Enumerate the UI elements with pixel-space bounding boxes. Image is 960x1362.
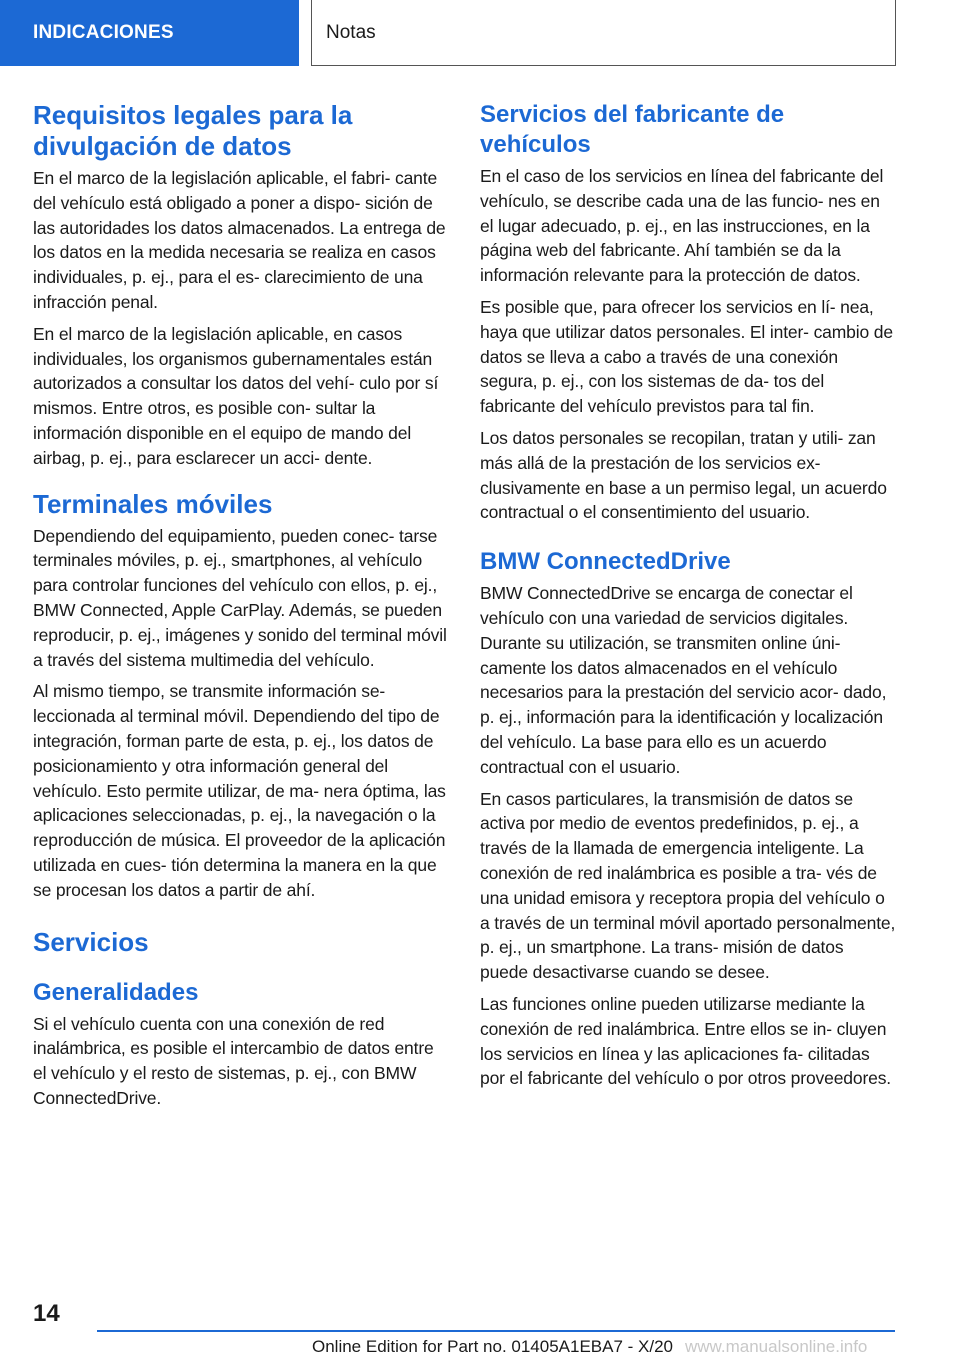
- section-tab-label: INDICACIONES: [33, 22, 174, 43]
- manufacturer-paragraph-3: Los datos personales se recopilan, tratan y utili‐ zan más allá de la prestación de los servicios ex‐ clusivamente en base a un permiso legal, un acuerdo contractual o el consentimiento del usuario.: [480, 427, 887, 523]
- mobile-section: [33, 489, 449, 903]
- mobile-paragraph-2: Al mismo tiempo, se transmite información se‐ leccionada al terminal móvil. Dependiendo del tipo de integración, forman parte de esta, p. ej., los datos de posicionamiento y otra información general del vehículo. Esto permite utilizar, de ma‐ nera óptima, las aplicaciones seleccionadas, p. ej., la navegación o la reproducción de música. El proveedor de la aplicación utilizada en cues‐ tión determina la manera en la que se procesan los datos a partir de ahí.: [33, 681, 446, 900]
- general-paragraph: Si el vehículo cuenta con una conexión de red inalámbrica, es posible el intercambio de datos entre el vehículo y el resto de sistemas, p. ej., con BMW ConnectedDrive.: [33, 1013, 434, 1108]
- connected-paragraph-1: BMW ConnectedDrive se encarga de conectar el vehículo con una variedad de servicios digitales. Durante su utilización, se transmiten online úni‐ camente los datos almacenados en el vehículo necesarios para la prestación del servicio acor‐ dado, p. ej., información para la identificación y localización del vehículo. La base para ello es un acuerdo contractual con el usuario.: [480, 583, 887, 777]
- footer-divider: [97, 1330, 895, 1332]
- manufacturer-heading: Servicios del fabricante de vehículos: [480, 101, 785, 158]
- right-column: [480, 100, 896, 1098]
- manufacturer-paragraph-2: Es posible que, para ofrecer los servicios en lí‐ nea, haya que utilizar datos personales. El inter‐ cambio de datos se lleva a cabo a través de una conexión segura, p. ej., con los sistemas de da‐ tos del fabricante del vehículo previstos para tal fin.: [480, 296, 893, 417]
- page-number: 14: [33, 1300, 60, 1327]
- connected-paragraph-3: Las funciones online pueden utilizarse mediante la conexión de red inalámbrica. Entre ellos se in‐ cluyen los servicios en línea y las aplicaciones fa‐ cilitadas por el fabricante del vehículo o por otros proveedores.: [480, 993, 892, 1089]
- legal-heading-line1: Requisitos legales para la: [33, 100, 353, 130]
- connected-heading: BMW ConnectedDrive: [480, 548, 731, 576]
- services-heading: Servicios: [33, 926, 149, 957]
- edition-text: Online Edition for Part no. 01405A1EBA7 - X/20: [312, 1337, 674, 1356]
- section-tab[interactable]: [0, 0, 299, 66]
- legal-heading: [33, 100, 449, 162]
- legal-paragraph-2: En el marco de la legislación aplicable, en casos individuales, los organismos gubernamentales están autorizados a consultar los datos del vehí‐ culo por sí mismos. Entre otros, es posible con‐ sultar la información disponible en el equipo de mando del airbag, p. ej., para esclarecer un acci‐ dente.: [33, 323, 439, 468]
- connected-paragraph-2: En casos particulares, la transmisión de datos se activa por medio de eventos predefinidos, p. ej., a través de la llamada de emergencia inteligente. La conexión de red inalámbrica es posible a tra‐ vés de una unidad emisora y receptora propia del vehículo o a través de un terminal móvil aportado personalmente, p. ej., un smartphone. La trans‐ misión de datos puede desactivarse cuando se desee.: [480, 788, 896, 983]
- watermark: www.manualsonline.info: [685, 1337, 868, 1356]
- mobile-heading: Terminales móviles: [33, 488, 273, 519]
- manufacturer-paragraph-1: En el caso de los servicios en línea del fabricante del vehículo, se describe cada una de las funcio‐ nes en el lugar adecuado, p. ej., en las instrucciones, en la página web del fabricante. Ahí también se da la información relevante para la protección de datos.: [480, 166, 884, 286]
- connected-section: [480, 547, 896, 1091]
- mobile-paragraph-1: Dependiendo del equipamiento, pueden conec‐ tarse terminales móviles, p. ej., smartphones, al vehículo para controlar funciones del vehículo con ellos, p. ej., BMW Connected, Apple CarPlay. Además, se pueden reproducir, p. ej., imágenes y sonido del terminal móvil a través del sistema multimedia del vehículo.: [33, 525, 447, 670]
- legal-paragraph-1: En el marco de la legislación aplicable, el fabri‐ cante del vehículo está obligado a poner a dispo‐ sición de las autoridades los datos almacenados. La entrega de los datos en la medida necesaria se realiza en casos individuales, p. ej., para el es‐ clarecimiento de una infracción penal.: [33, 168, 446, 312]
- legal-section: [33, 100, 449, 471]
- chapter-label: Notas: [326, 21, 376, 43]
- left-column: [33, 100, 449, 1118]
- services-section: [33, 927, 449, 1111]
- chapter-header: [311, 0, 896, 66]
- manufacturer-section: [480, 100, 896, 525]
- legal-heading-line2: divulgación de datos: [33, 131, 292, 161]
- general-heading: Generalidades: [33, 978, 199, 1006]
